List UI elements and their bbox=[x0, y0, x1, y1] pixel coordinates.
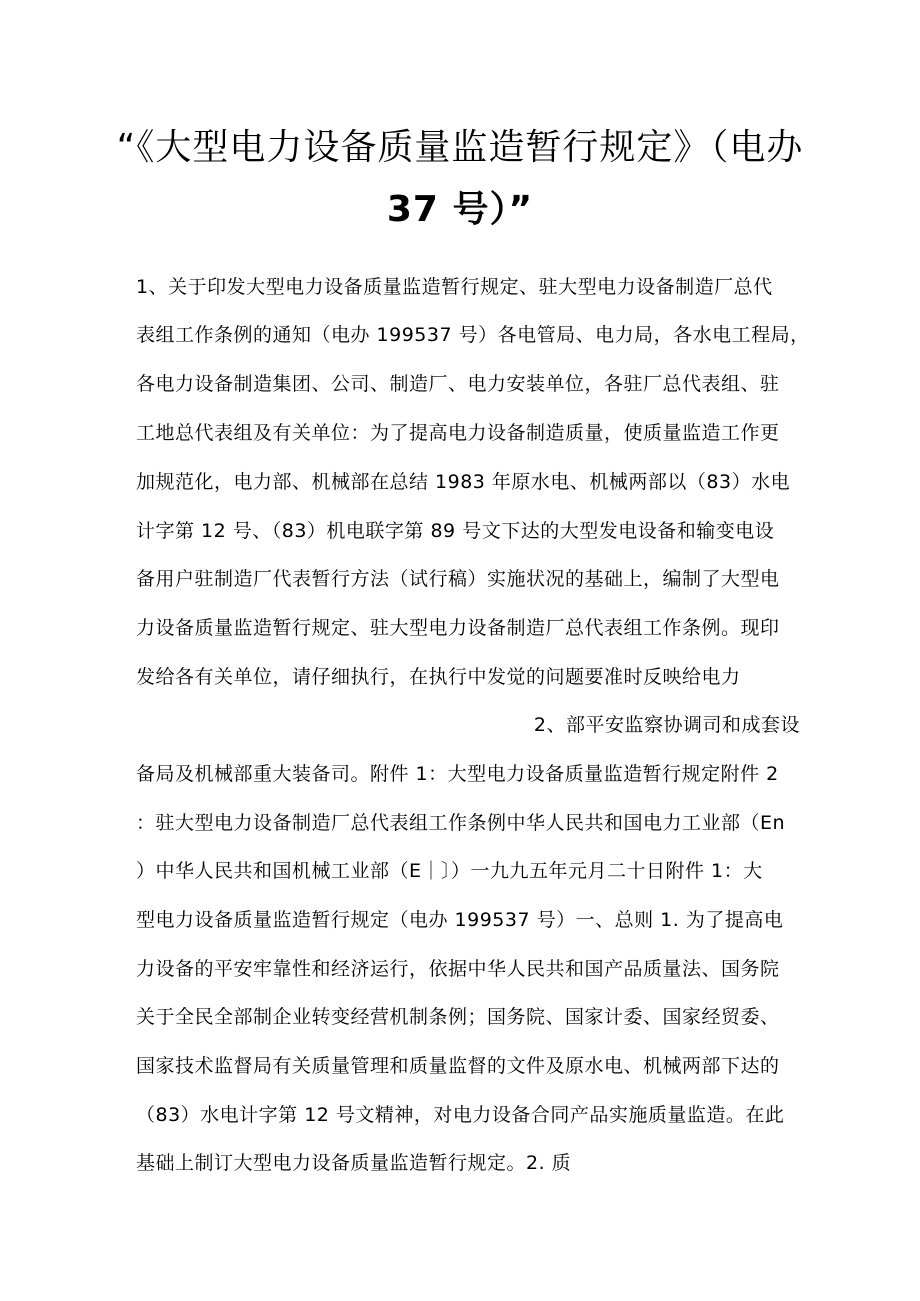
body-text-line: ）中华人民共和国机械工业部（E｜〕）一九九五年元月二十日附件 1：大 bbox=[136, 860, 763, 882]
body-text-line: 关于全民全部制企业转变经营机制条例；国务院、国家计委、国家经贸委、 bbox=[136, 1006, 780, 1028]
document-title-line-1: “《大型电力设备质量监造暂行规定》（电办 bbox=[116, 127, 804, 168]
body-text-line: 型电力设备质量监造暂行规定（电办 199537 号）一、总则 1. 为了提高电 bbox=[136, 909, 784, 931]
body-text-line: 力设备质量监造暂行规定、驻大型电力设备制造厂总代表组工作条例。现印 bbox=[136, 617, 780, 639]
body-text-line: 力设备的平安牢靠性和经济运行，依据中华人民共和国产品质量法、国务院 bbox=[136, 958, 780, 980]
body-text-line: 计字第 12 号、（83）机电联字第 89 号文下达的大型发电设备和输变电设 bbox=[136, 520, 775, 542]
document-title-line-2: 37 号）” bbox=[386, 189, 534, 230]
body-text-line: 基础上制订大型电力设备质量监造暂行规定。2. 质 bbox=[136, 1152, 572, 1174]
body-text-line: 表组工作条例的通知（电办 199537 号）各电管局、电力局，各水电工程局， bbox=[136, 324, 810, 346]
body-text-line: 各电力设备制造集团、公司、制造厂、电力安装单位，各驻厂总代表组、驻 bbox=[136, 373, 780, 395]
body-text-line: 发给各有关单位，请仔细执行，在执行中发觉的问题要准时反映给电力 bbox=[136, 666, 741, 688]
body-text-line: 备局及机械部重大装备司。附件 1：大型电力设备质量监造暂行规定附件 2 bbox=[136, 763, 779, 785]
body-text-line: ：驻大型电力设备制造厂总代表组工作条例中华人民共和国电力工业部（En bbox=[136, 812, 786, 834]
body-text-line: 国家技术监督局有关质量管理和质量监督的文件及原水电、机械两部下达的 bbox=[136, 1055, 780, 1077]
body-text-line: 备用户驻制造厂代表暂行方法（试行稿）实施状况的基础上，编制了大型电 bbox=[136, 568, 780, 590]
body-text-line: 加规范化，电力部、机械部在总结 1983 年原水电、机械两部以（83）水电 bbox=[136, 471, 791, 493]
body-text-line-right: 2、部平安监察协调司和成套设 bbox=[533, 714, 800, 736]
body-text-line: 1、关于印发大型电力设备质量监造暂行规定、驻大型电力设备制造厂总代 bbox=[136, 276, 773, 298]
body-text-line: （83）水电计字第 12 号文精神，对电力设备合同产品实施质量监造。在此 bbox=[136, 1104, 785, 1126]
body-text-line: 工地总代表组及有关单位：为了提高电力设备制造质量，使质量监造工作更 bbox=[136, 422, 780, 444]
